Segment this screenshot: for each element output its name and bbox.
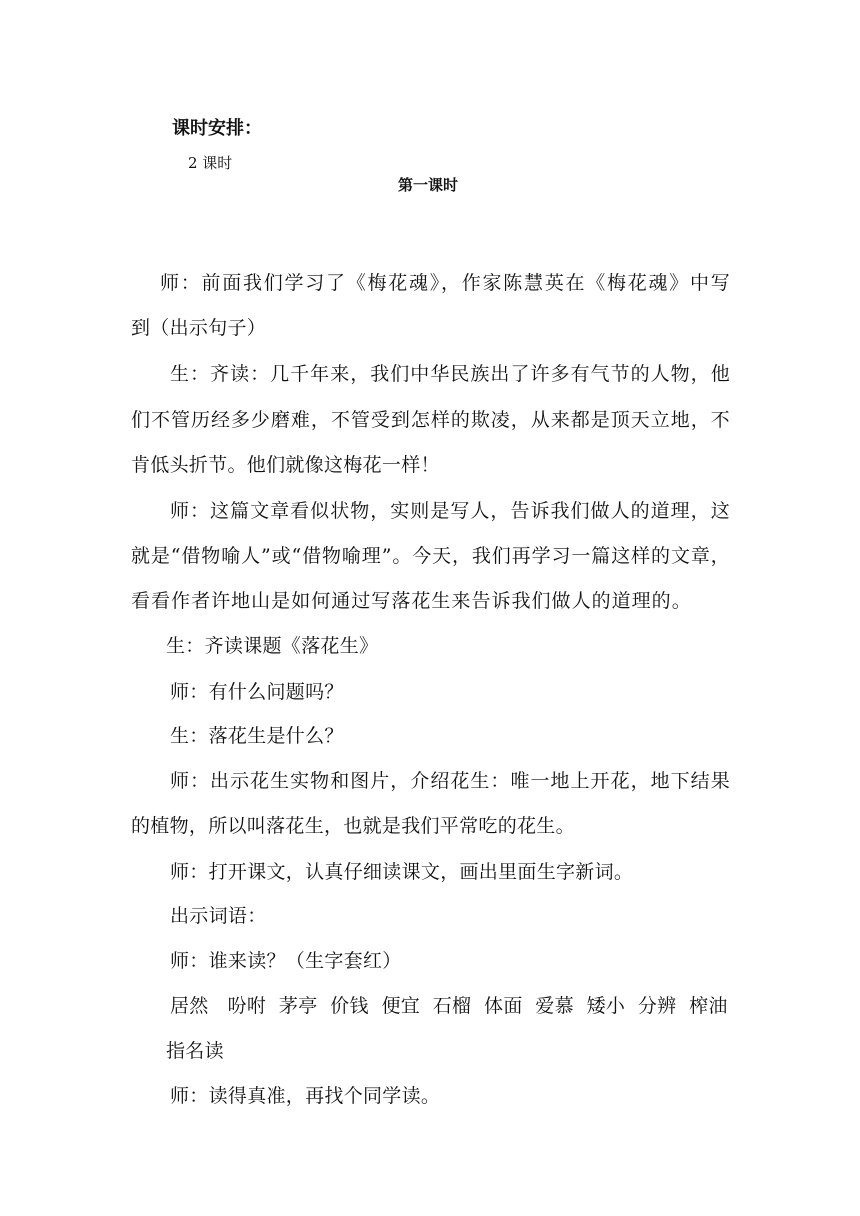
text-line: 师：谁来读？（生字套红） [170,950,402,972]
text-line: 师：出示花生实物和图片，介绍花生：唯一地上开花，地下结果 [170,770,730,792]
text-line: 生：落花生是什么？ [170,725,344,747]
text-line: 生：齐读课题《落花生》 [166,635,379,657]
text-line: 指名读 [166,1040,224,1062]
text-line: 师：这篇文章看似状物，实则是写人，告诉我们做人的道理，这 [170,500,730,522]
lesson-title: 第一课时 [398,176,459,194]
text-line: 们不管历经多少磨难，不管受到怎样的欺凌，从来都是顶天立地，不 [131,409,730,431]
text-line: 师：打开课文，认真仔细读课文，画出里面生字新词。 [170,861,634,883]
text-line: 师：有什么问题吗？ [170,681,344,703]
text-line: 师：前面我们学习了《梅花魂》，作家陈慧英在《梅花魂》中写 [160,272,730,294]
vocab-line: 居然 吩咐 茅亭 价钱 便宜 石榴 体面 爱慕 矮小 分辨 榨油 [170,995,728,1017]
text-line: 师：读得真准，再找个同学读。 [170,1085,441,1107]
section-heading: 课时安排： [172,118,262,139]
text-line: 肯低头折节。他们就像这梅花一样！ [131,454,440,476]
lesson-count: 2 课时 [188,154,233,172]
text-line: 到（出示句子） [131,317,267,339]
text-line: 的植物，所以叫落花生，也就是我们平常吃的花生。 [131,815,575,837]
text-line: 就是“借物喻人”或“借物喻理”。今天，我们再学习一篇这样的文章， [131,545,730,567]
text-line: 生：齐读：几千年来，我们中华民族出了许多有气节的人物，他 [170,363,730,385]
text-line: 看看作者许地山是如何通过写落花生来告诉我们做人的道理的。 [131,590,691,612]
text-line: 出示词语： [170,905,267,927]
